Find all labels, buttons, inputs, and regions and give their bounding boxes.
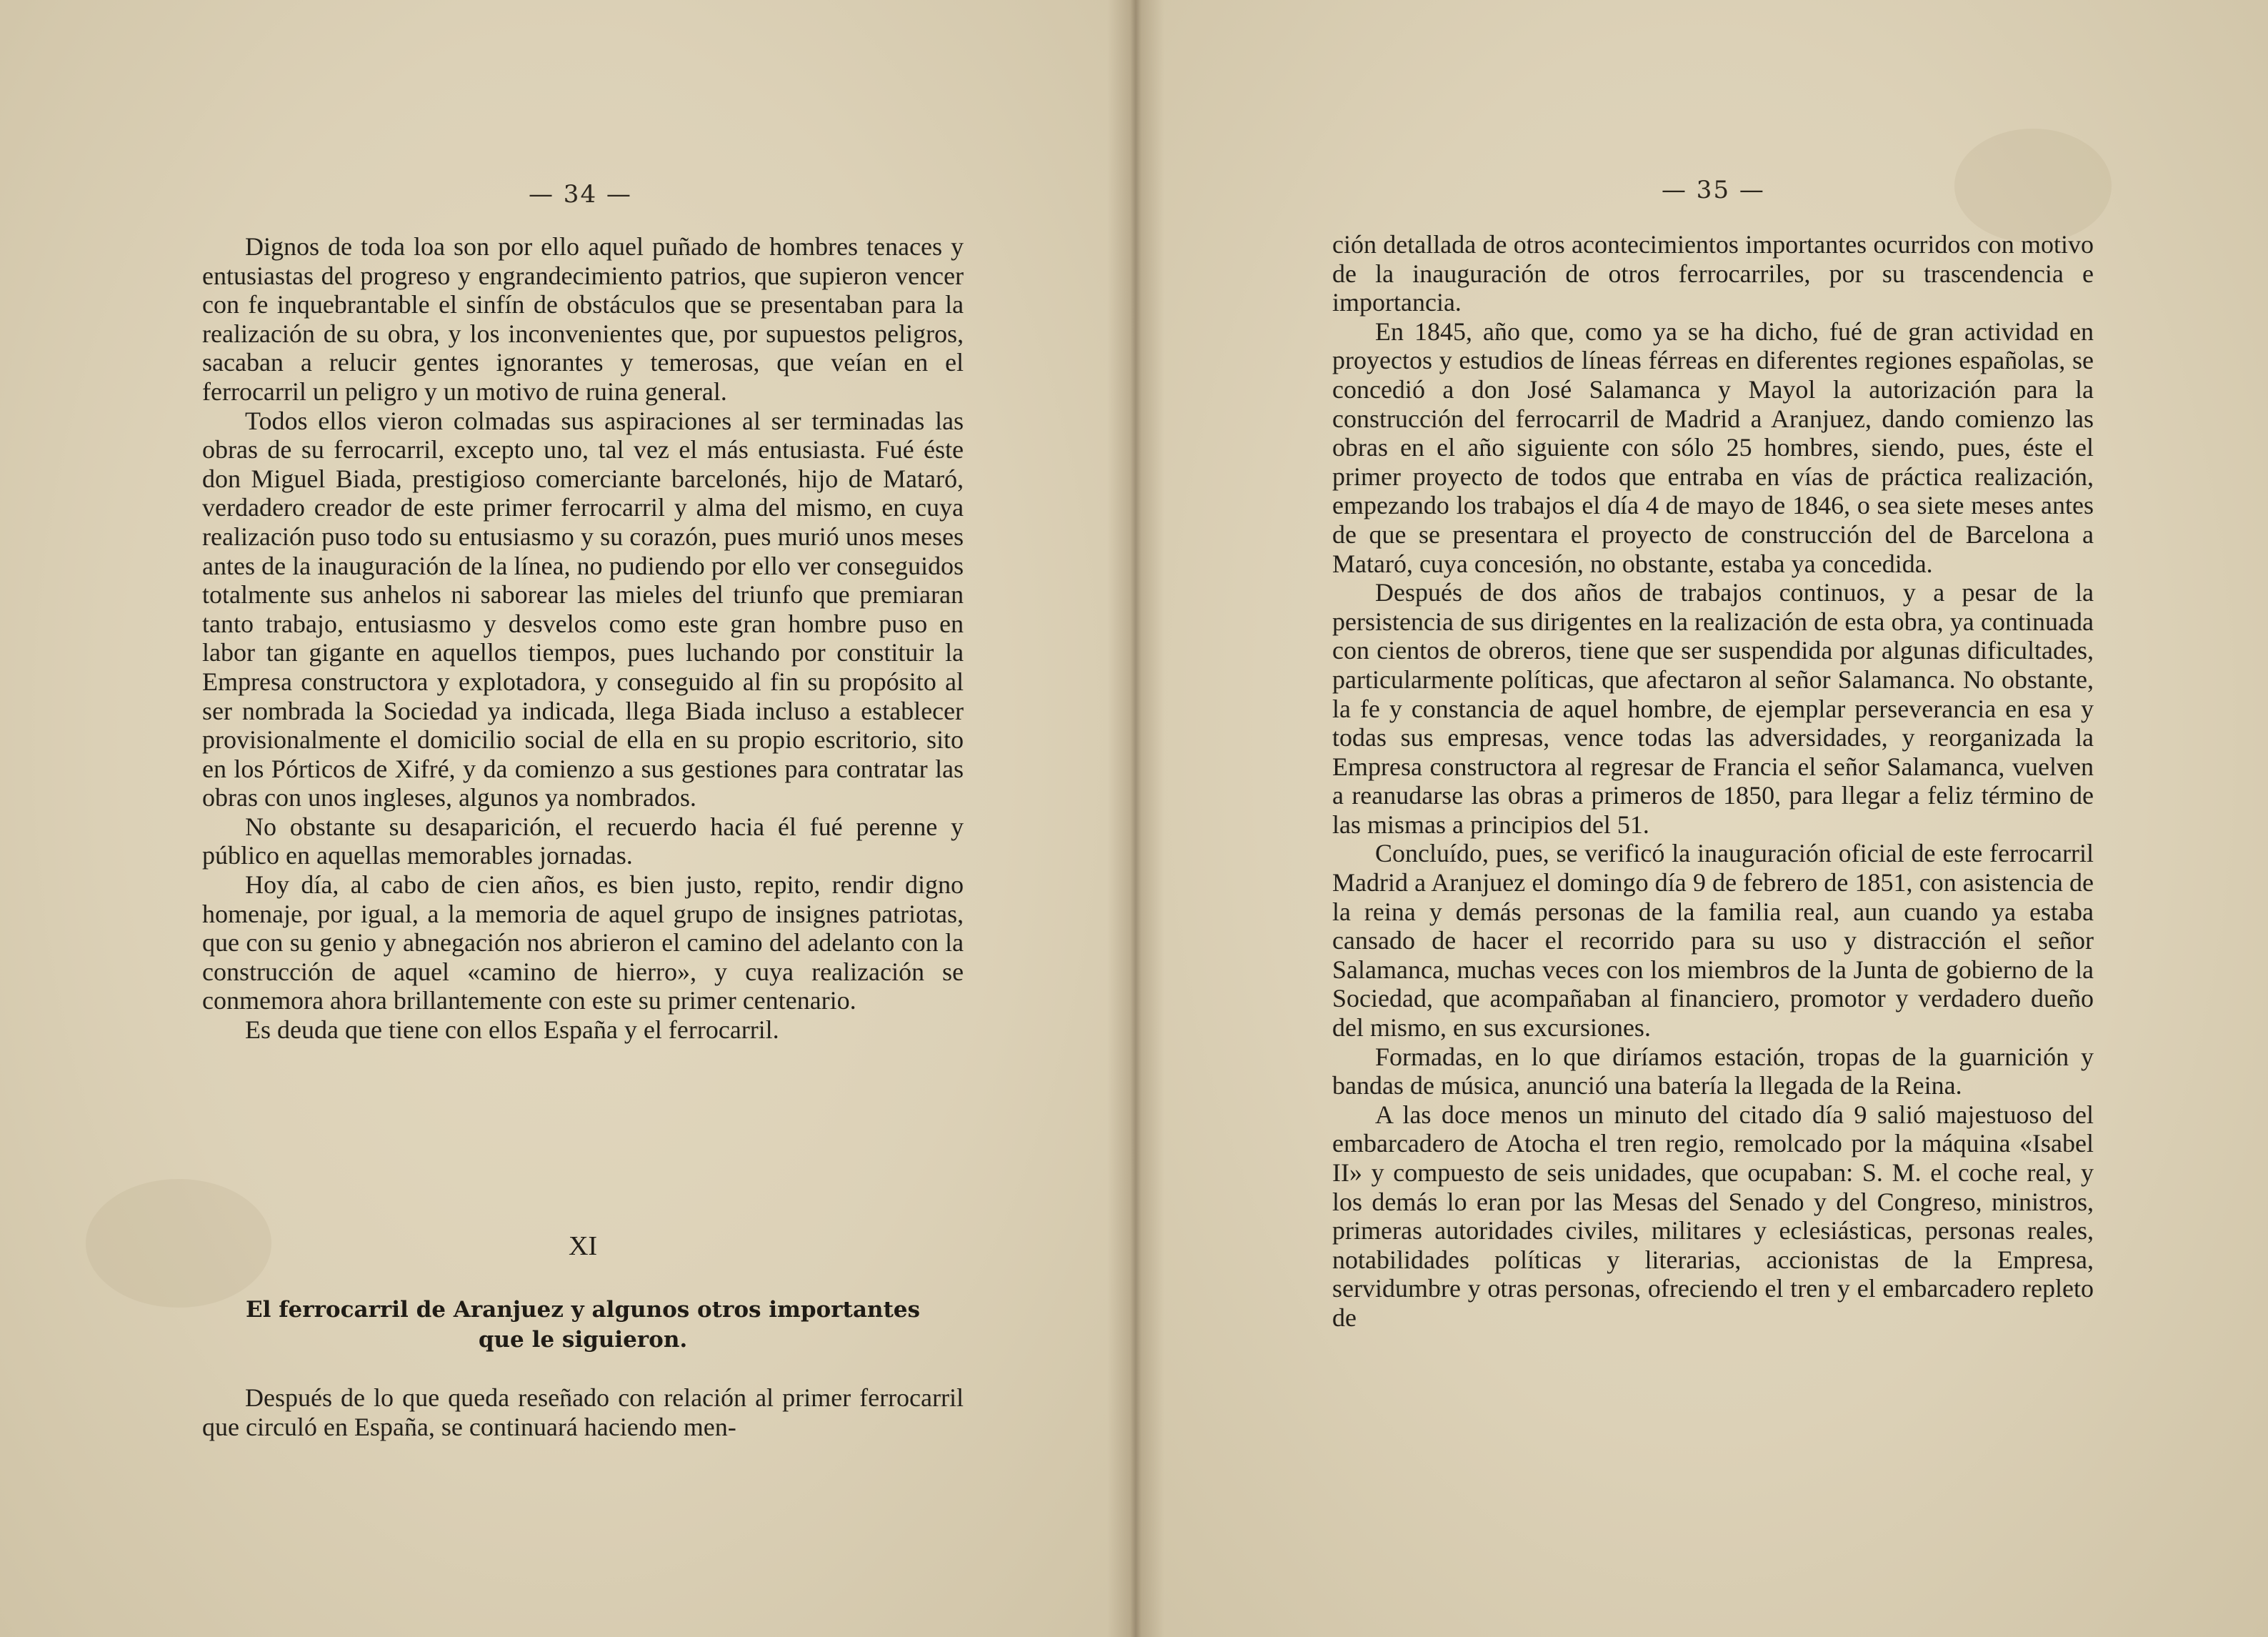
paragraph-continuation: ción detallada de otros acontecimientos importantes ocurridos con motivo de la inauguración de otros ferrocarriles, por su trascendencia e importancia.	[1332, 230, 2094, 317]
page-number-right: — 35 —	[1662, 176, 1765, 204]
paragraph: Hoy día, al cabo de cien años, es bien justo, repito, rendir digno homenaje, por igual, a la memoria de aquel grupo de insignes patriotas, que con su genio y abnegación nos abrieron el camino del adelanto con la construcción de aquel «camino de hierro», y cuya realización se conmemora ahora brillantemente con este su primer centenario.	[202, 870, 964, 1015]
chapter-number: XI	[568, 1231, 598, 1261]
right-body-text	[1332, 230, 2094, 1333]
left-page	[0, 0, 1133, 1637]
chapter-title	[202, 1295, 964, 1355]
paragraph: A las doce menos un minuto del citado día 9 salió majestuoso del embarcadero de Atocha el tren regio, remolcado por la máquina «Isabel II» y compuesto de seis unidades, que ocupaban: S. M. el coche real, y los demás lo eran por las Mesas del Senado y del Congreso, ministros, primeras autoridades civiles, militares y eclesiásticas, personas reales, notabilidades políticas y literarias, accionistas de la Empresa, servidumbre y otras personas, ofreciendo el tren y el embarcadero repleto de	[1332, 1100, 2094, 1332]
paragraph: Después de dos años de trabajos continuos, y a pesar de la persistencia de sus dirigentes en la realización de esta obra, ya continuada con cientos de obreros, tiene que ser suspendida por algunas dificultades, particularmente políticas, que afectaron al señor Salamanca. No obstante, la fe y constancia de aquel hombre, de ejemplar perseverancia en esa y todas sus empresas, vence todas las adversidades, y reorganizada la Empresa constructora al regresar de Francia el señor Salamanca, vuelven a reanudarse las obras a primeros de 1850, para llegar a feliz término de las mismas a principios del 51.	[1332, 578, 2094, 839]
left-body-text	[202, 232, 964, 1045]
right-page	[1133, 0, 2268, 1637]
paragraph: Todos ellos vieron colmadas sus aspiraciones al ser terminadas las obras de su ferrocarril, excepto uno, tal vez el más entusiasta. Fué éste don Miguel Biada, prestigioso comerciante barcelonés, hijo de Mataró, verdadero creador de este primer ferrocarril y alma del mismo, en cuya realización puso todo su entusiasmo y su corazón, pues murió unos meses antes de la inauguración de la línea, no pudiendo por ello ver conseguidos totalmente sus anhelos ni saborear las mieles del triunfo que premiaran tanto trabajo, entusiasmo y desvelos como este gran hombre puso en labor tan gigante en aquellos tiempos, pues luchando por constituir la Empresa constructora y explotadora, y conseguido al fin su propósito al ser nombrada la Sociedad ya indicada, llega Biada incluso a establecer provisionalmente el domicilio social de ella en su propio escritorio, sito en los Pórticos de Xifré, y da comienzo a sus gestiones para contratar las obras con unos ingleses, algunos ya nombrados.	[202, 406, 964, 812]
paragraph: Concluído, pues, se verificó la inauguración oficial de este ferrocarril Madrid a Aranjuez el domingo día 9 de febrero de 1851, con asistencia de la reina y demás personas de la familia real, aun cuando ya estaba cansado de hacer el recorrido para su uso y distracción el señor Salamanca, muchas veces con los miembros de la Junta de gobierno de la Sociedad, que acompañaban al financiero, promotor y verdadero dueño del mismo, en sus excursiones.	[1332, 839, 2094, 1043]
paragraph: No obstante su desaparición, el recuerdo hacia él fué perenne y público en aquellas memorables jornadas.	[202, 812, 964, 870]
paragraph: Es deuda que tiene con ellos España y el ferrocarril.	[245, 1015, 779, 1045]
chapter-title-line: El ferrocarril de Aranjuez y algunos otros importantes	[246, 1297, 920, 1323]
paragraph: Dignos de toda loa son por ello aquel puñado de hombres tenaces y entusiastas del progreso y engrandecimiento patrios, que supieron vencer con fe inquebrantable el sinfín de obstáculos que se presentaban para la realización de su obra, y los inconvenientes que, por supuestos peligros, sacaban a relucir gentes ignorantes y temerosas, que veían en el ferrocarril un peligro y un motivo de ruina general.	[202, 232, 964, 406]
chapter-body-text	[202, 1383, 964, 1441]
paragraph: En 1845, año que, como ya se ha dicho, fué de gran actividad en proyectos y estudios de líneas férreas en diferentes regiones españolas, se concedió a don José Salamanca y Mayol la autorización para la construcción del ferrocarril de Madrid a Aranjuez, dando comienzo las obras en el año siguiente con sólo 25 hombres, siendo, pues, éste el primer proyecto de todos que entraba en vías de práctica realización, empezando los trabajos el día 4 de mayo de 1846, o sea siete meses antes de que se presentara el proyecto de construcción del de Barcelona a Mataró, cuya concesión, no obstante, estaba ya concedida.	[1332, 317, 2094, 578]
page-number-left: — 34 —	[529, 180, 632, 209]
paragraph: Formadas, en lo que diríamos estación, tropas de la guarnición y bandas de música, anunció una batería la llegada de la Reina.	[1332, 1042, 2094, 1100]
paragraph: Después de lo que queda reseñado con relación al primer ferrocarril que circuló en España, se continuará haciendo men-	[202, 1383, 964, 1441]
book-gutter	[1107, 0, 1164, 1637]
paper-stain	[1954, 129, 2112, 243]
chapter-title-line: que le siguieron.	[478, 1327, 688, 1353]
